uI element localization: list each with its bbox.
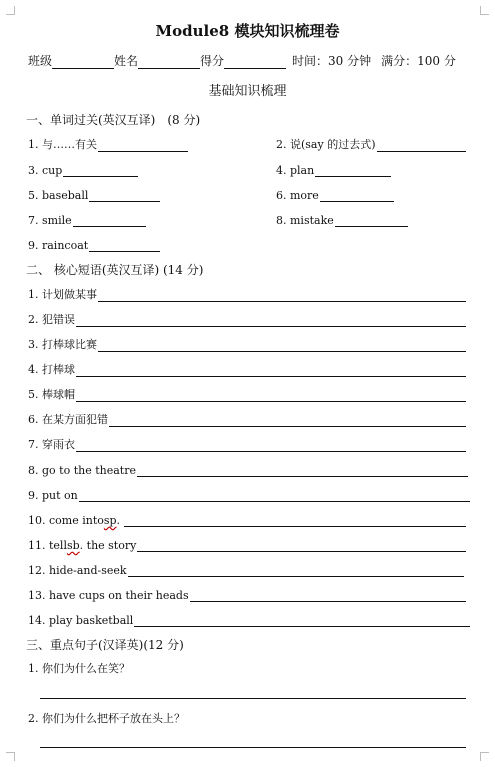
answer-blank[interactable] xyxy=(190,590,466,602)
full-marks: 满分：100 分 xyxy=(381,54,456,68)
answer-blank[interactable] xyxy=(98,340,466,352)
word-item: 6. more xyxy=(276,186,394,202)
word-item: 7. smile xyxy=(28,211,146,227)
student-info-row xyxy=(28,52,473,69)
class-label: 班级 xyxy=(28,54,53,68)
score-blank[interactable] xyxy=(224,56,286,69)
page-corner-mark xyxy=(480,6,489,15)
word-item: 9. raincoat xyxy=(28,236,160,252)
sentence-item: 1. 你们为什么在笑？ xyxy=(28,662,130,675)
phrase-item: 1. 计划做某事 xyxy=(28,286,466,302)
word-item: 1. 与……有关 xyxy=(28,136,188,152)
answer-blank[interactable] xyxy=(76,440,466,452)
answer-blank[interactable] xyxy=(98,290,466,302)
section-title-words: 一、单词过关(英汉互译) (8 分) xyxy=(26,113,201,127)
phrase-item: 14. play basketball xyxy=(28,611,470,627)
section-title-phrases: 二、 核心短语(英汉互译) (14 分) xyxy=(26,263,204,277)
word-item: 2. 说(say 的过去式) xyxy=(276,136,466,152)
phrase-item: 6. 在某方面犯错 xyxy=(28,411,466,427)
answer-blank[interactable] xyxy=(63,165,138,177)
time-limit: 时间：30 分钟 xyxy=(292,54,372,68)
word-item: 5. baseball xyxy=(28,186,160,202)
answer-blank[interactable] xyxy=(315,165,391,177)
answer-blank[interactable] xyxy=(109,415,466,427)
phrase-item: 2. 犯错误 xyxy=(28,311,466,327)
phrase-item: 8. go to the theatre xyxy=(28,461,468,477)
answer-line[interactable] xyxy=(40,698,466,699)
abbreviation: sp xyxy=(103,514,117,527)
answer-blank[interactable] xyxy=(79,490,470,502)
abbreviation: sb xyxy=(66,539,80,552)
page-corner-mark xyxy=(6,752,15,761)
phrase-item: 13. have cups on their heads xyxy=(28,586,466,602)
word-item: 8. mistake xyxy=(276,211,408,227)
sentence-item: 2. 你们为什么把杯子放在头上？ xyxy=(28,712,185,725)
word-item: 4. plan xyxy=(276,161,391,177)
answer-blank[interactable] xyxy=(76,315,466,327)
word-item: 3. cup xyxy=(28,161,138,177)
answer-blank[interactable] xyxy=(320,190,394,202)
phrase-item: 10. come into sp . xyxy=(28,511,466,527)
name-label: 姓名 xyxy=(114,54,139,68)
phrase-item: 9. put on xyxy=(28,486,470,502)
answer-blank[interactable] xyxy=(377,140,467,152)
answer-blank[interactable] xyxy=(98,140,188,152)
phrase-item: 11. tell sb . the story xyxy=(28,536,466,552)
phrase-item: 4. 打棒球 xyxy=(28,361,466,377)
answer-blank[interactable] xyxy=(73,215,146,227)
answer-blank[interactable] xyxy=(124,515,466,527)
phrase-item: 12. hide-and-seek xyxy=(28,561,464,577)
answer-blank[interactable] xyxy=(89,190,160,202)
answer-blank[interactable] xyxy=(137,465,468,477)
score-label: 得分 xyxy=(200,54,225,68)
answer-blank[interactable] xyxy=(76,365,466,377)
answer-blank[interactable] xyxy=(137,540,466,552)
answer-blank[interactable] xyxy=(335,215,408,227)
phrase-item: 5. 棒球帽 xyxy=(28,386,466,402)
answer-line[interactable] xyxy=(40,747,466,748)
section-heading: 基础知识梳理 xyxy=(208,84,287,99)
phrase-item: 3. 打棒球比赛 xyxy=(28,336,466,352)
phrase-item: 7. 穿雨衣 xyxy=(28,436,466,452)
page-corner-mark xyxy=(480,752,489,761)
page-title: Module8 模块知识梳理卷 xyxy=(155,22,340,40)
class-blank[interactable] xyxy=(52,56,114,69)
answer-blank[interactable] xyxy=(134,615,470,627)
answer-blank[interactable] xyxy=(76,390,466,402)
page-corner-mark xyxy=(6,6,15,15)
answer-blank[interactable] xyxy=(128,565,464,577)
answer-blank[interactable] xyxy=(89,240,160,252)
name-blank[interactable] xyxy=(138,56,200,69)
section-title-sentences: 三、重点句子(汉译英)(12 分) xyxy=(26,638,184,652)
